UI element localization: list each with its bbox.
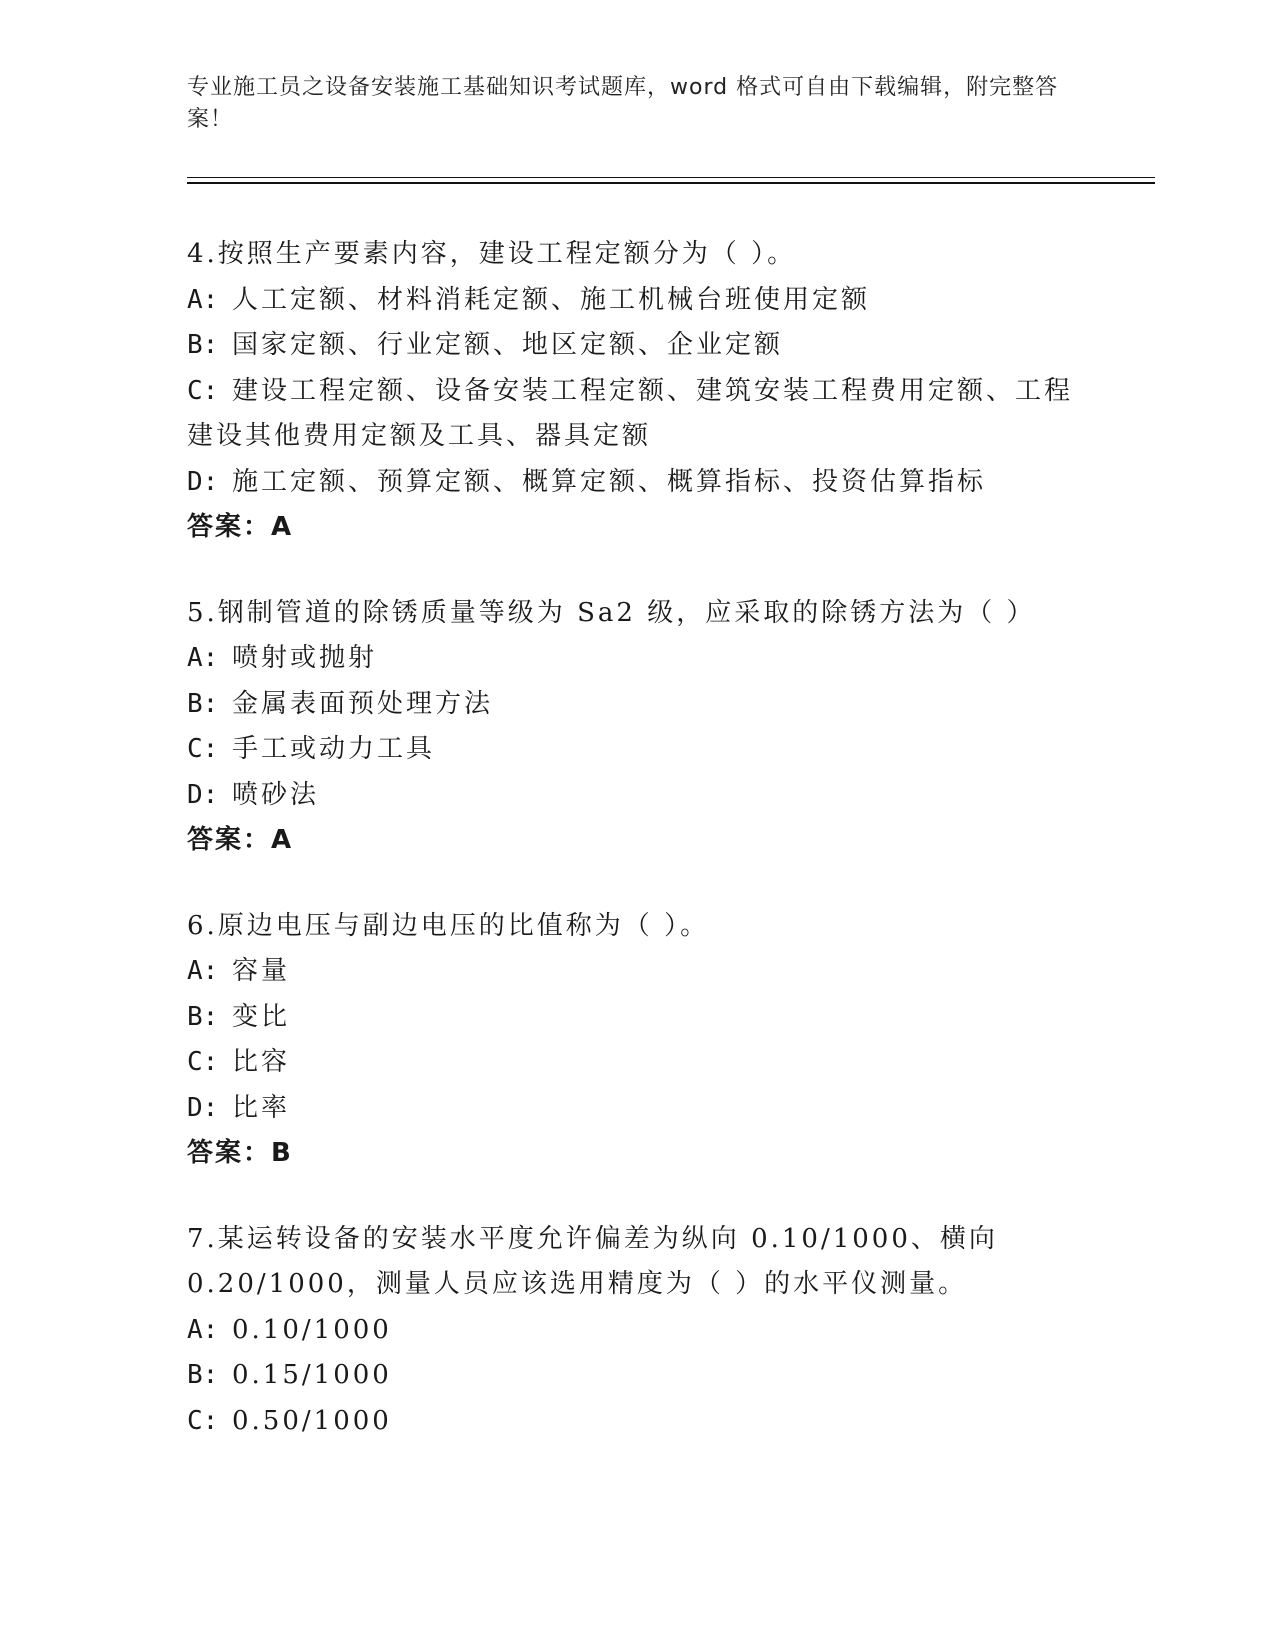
option-line	[187, 995, 1087, 1041]
option-letter: C:	[187, 1047, 219, 1077]
option-line	[187, 460, 1087, 506]
option-line	[187, 414, 1087, 460]
question-stem: 4.按照生产要素内容，建设工程定额分为（ ）。	[187, 239, 797, 269]
option-text: 0.50/1000	[232, 1405, 392, 1436]
header-rule-thin	[187, 177, 1155, 178]
option-text: 建设工程定额、设备安装工程定额、建筑安装工程费用定额、工程	[232, 375, 1074, 406]
option-line	[187, 1399, 1087, 1445]
option-text: 比容	[232, 1047, 291, 1077]
option-text: 容量	[232, 956, 291, 986]
option-letter: B:	[187, 1001, 219, 1032]
option-letter: B:	[187, 688, 219, 719]
option-text: 0.10/1000	[232, 1314, 392, 1345]
option-letter: B:	[187, 330, 219, 360]
option-line	[187, 682, 1087, 728]
option-letter: D:	[187, 779, 219, 810]
option-letter: D:	[187, 1092, 219, 1123]
answer-line: 答案：B	[187, 1138, 293, 1168]
option-line	[187, 1308, 1087, 1354]
question-stem: 0.20/1000，测量人员应该选用精度为（ ）的水平仪测量。	[187, 1269, 968, 1299]
header-rule-thick	[187, 182, 1155, 184]
question-stem: 6.原边电压与副边电压的比值称为（ ）。	[187, 910, 710, 941]
option-letter: C:	[187, 375, 219, 406]
option-letter: B:	[187, 1360, 219, 1390]
question-stem: 5.钢制管道的除锈质量等级为 Sa2 级，应采取的除锈方法为（ ）	[187, 597, 1036, 628]
option-text: 喷砂法	[232, 779, 320, 810]
option-line	[187, 773, 1087, 819]
option-text: 比率	[232, 1092, 291, 1123]
option-text: 施工定额、预算定额、概算定额、概算指标、投资估算指标	[232, 466, 987, 497]
question-list	[187, 232, 1087, 1484]
question-stem: 7.某运转设备的安装水平度允许偏差为纵向 0.10/1000、横向	[187, 1223, 998, 1254]
option-line	[187, 727, 1087, 773]
option-line	[187, 323, 1087, 369]
option-letter: D:	[187, 466, 219, 497]
option-line	[187, 1040, 1087, 1086]
answer-line: 答案：A	[187, 512, 294, 542]
question-block	[187, 904, 1087, 1177]
option-letter: C:	[187, 734, 219, 764]
document-header: 专业施工员之设备安装施工基础知识考试题库，word 格式可自由下载编辑，附完整答案！	[187, 75, 1059, 132]
question-block	[187, 232, 1087, 551]
option-letter: C:	[187, 1405, 219, 1436]
option-line	[187, 1353, 1087, 1399]
option-text: 手工或动力工具	[232, 734, 436, 764]
question-block	[187, 591, 1087, 864]
option-line	[187, 278, 1087, 324]
option-text: 人工定额、材料消耗定额、施工机械台班使用定额	[232, 284, 871, 315]
option-letter: A:	[187, 284, 219, 315]
option-line	[187, 1086, 1087, 1132]
option-text: 金属表面预处理方法	[232, 688, 494, 719]
option-letter: A:	[187, 643, 219, 673]
option-text: 国家定额、行业定额、地区定额、企业定额	[232, 330, 784, 360]
option-text: 变比	[232, 1001, 291, 1032]
option-line	[187, 369, 1087, 415]
option-text: 0.15/1000	[232, 1360, 392, 1390]
option-text: 喷射或抛射	[232, 643, 378, 673]
option-line	[187, 636, 1087, 682]
option-line	[187, 949, 1087, 995]
option-letter: A:	[187, 956, 219, 986]
answer-line: 答案：A	[187, 825, 294, 855]
option-letter: A:	[187, 1314, 219, 1345]
question-block	[187, 1217, 1087, 1445]
option-text: 建设其他费用定额及工具、器具定额	[187, 421, 652, 451]
